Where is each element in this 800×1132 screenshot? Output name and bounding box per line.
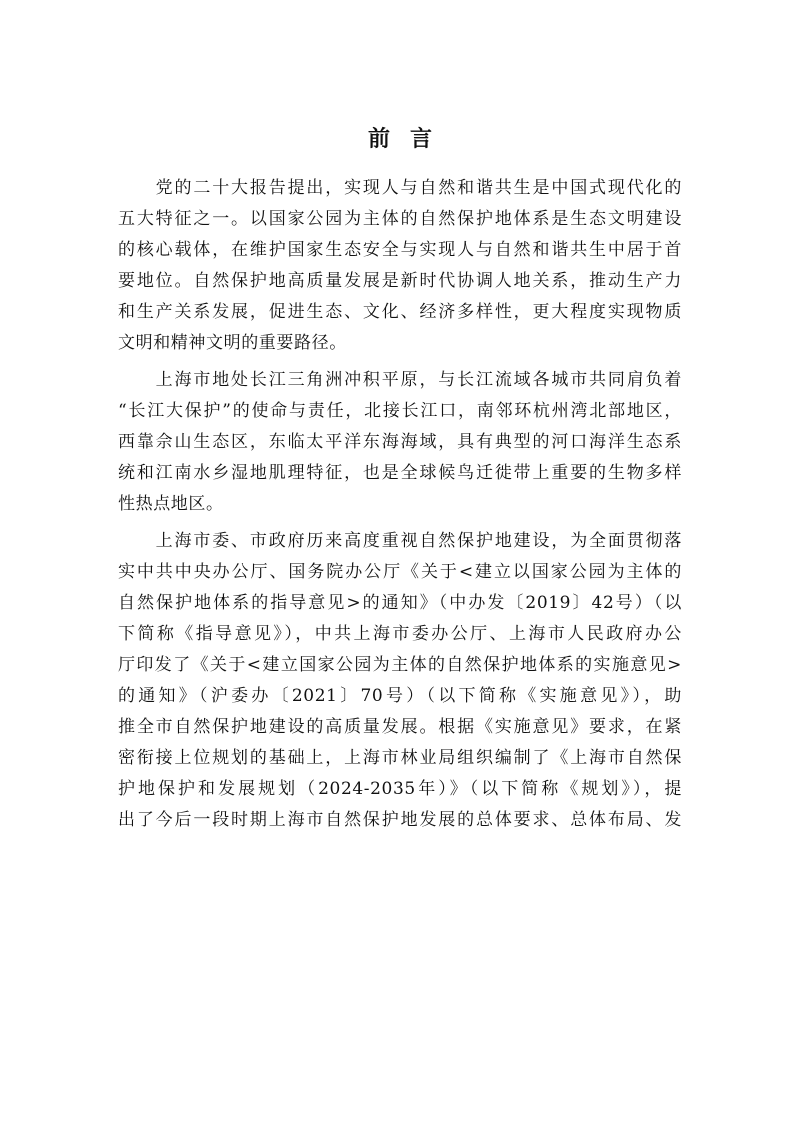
text-line: 实中共中央办公厅、国务院办公厅《关于<建立以国家公园为主体的: [118, 562, 682, 582]
text-line: 上海市委、市政府历来高度重视自然保护地建设，为全面贯彻落: [118, 531, 682, 551]
text-line: 上海市地处长江三角洲冲积平原，与长江流域各城市共同肩负着: [118, 370, 682, 390]
text-line: 文明和精神文明的重要路径。: [118, 333, 347, 353]
page-title: 前言: [367, 126, 452, 152]
text-line: 要地位。自然保护地高质量发展是新时代协调人地关系，推动生产力: [118, 271, 682, 291]
text-line: 的核心载体，在维护国家生态安全与实现人与自然和谐共生中居于首: [118, 240, 682, 260]
text-line: 下简称《指导意见》），中共上海市委办公厅、上海市人民政府办公: [118, 624, 682, 644]
text-line: 推全市自然保护地建设的高质量发展。根据《实施意见》要求，在紧: [118, 717, 682, 737]
text-line: 党的二十大报告提出，实现人与自然和谐共生是中国式现代化的: [118, 178, 682, 198]
text-line: “长江大保护”的使命与责任，北接长江口，南邻环杭州湾北部地区，: [118, 401, 682, 421]
text-line: 出了今后一段时期上海市自然保护地发展的总体要求、总体布局、发: [118, 810, 682, 830]
text-line: 性热点地区。: [118, 494, 224, 514]
text-line: 护地保护和发展规划（2024-2035年）》（以下简称《规划》），提: [118, 779, 682, 799]
text-line: 和生产关系发展，促进生态、文化、经济多样性，更大程度实现物质: [118, 302, 682, 322]
paragraph-1: [118, 173, 682, 359]
text-line: 自然保护地体系的指导意见>的通知》（中办发〔2019〕42号）（以: [118, 593, 682, 613]
text-line: 统和江南水乡湿地肌理特征，也是全球候鸟迁徙带上重要的生物多样: [118, 463, 682, 483]
text-line: 西靠佘山生态区，东临太平洋东海海域，具有典型的河口海洋生态系: [118, 432, 682, 452]
text-line: 的通知》（沪委办〔2021〕70号）（以下简称《实施意见》），助: [118, 686, 682, 706]
text-line: 厅印发了《关于<建立国家公园为主体的自然保护地体系的实施意见>: [118, 655, 682, 675]
text-line: 密衔接上位规划的基础上，上海市林业局组织编制了《上海市自然保: [118, 748, 682, 768]
paragraph-2: [118, 365, 682, 520]
document-body: [118, 173, 682, 842]
text-line: 五大特征之一。以国家公园为主体的自然保护地体系是生态文明建设: [118, 209, 682, 229]
paragraph-3: [118, 526, 682, 836]
